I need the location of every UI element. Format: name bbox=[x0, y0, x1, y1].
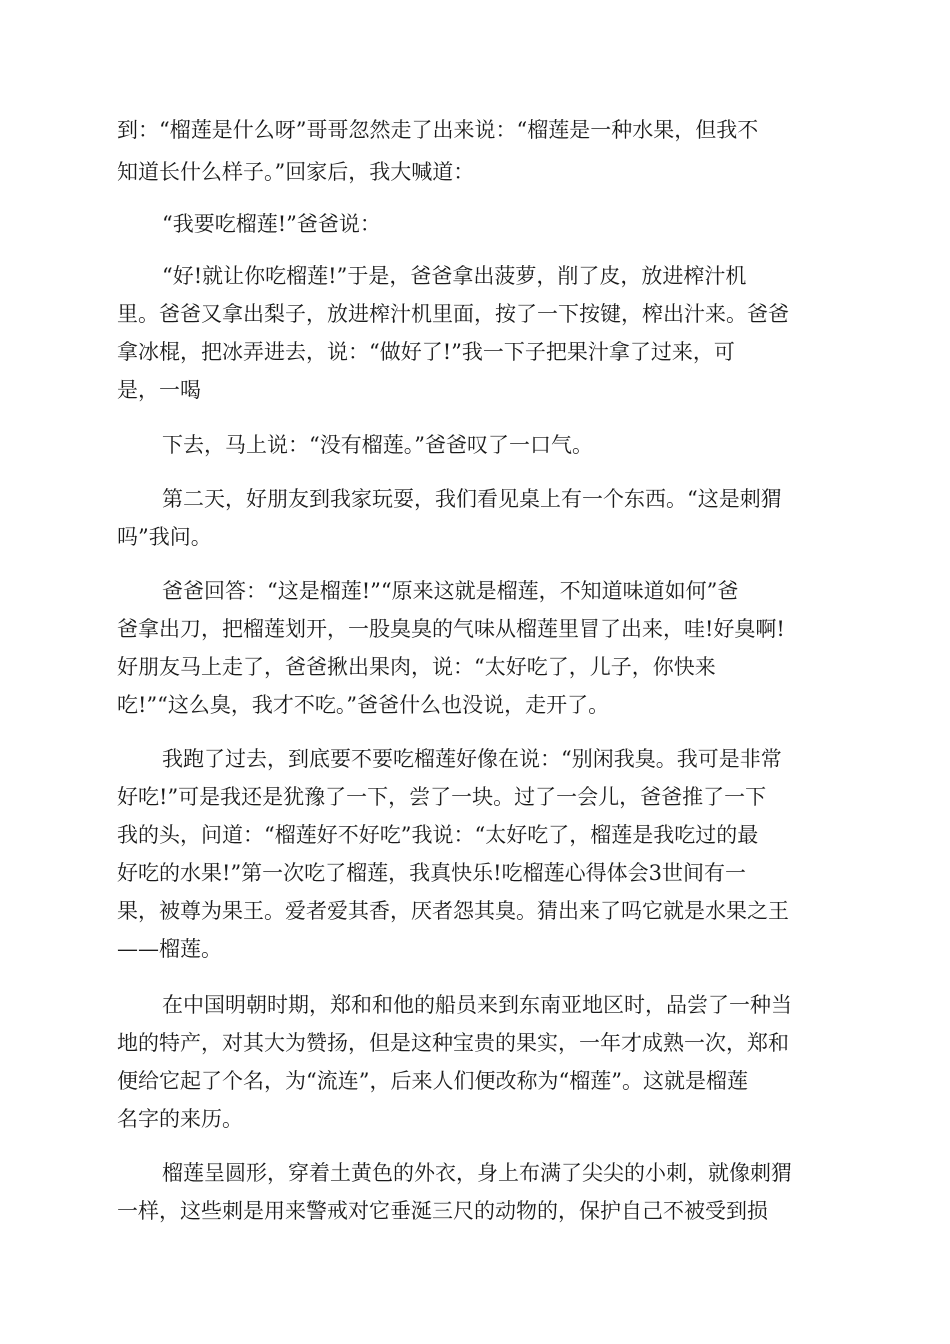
text-line: “好!就让你吃榴莲!”于是，爸爸拿出菠萝，削了皮，放进榨汁机 bbox=[162, 264, 747, 288]
text-line: 一样，这些刺是用来警戒对它垂涎三尺的动物的，保护自己不被受到损 bbox=[117, 1199, 768, 1223]
text-line: 好吃!”可是我还是犹豫了一下，尝了一块。过了一会儿，爸爸推了一下 bbox=[117, 785, 767, 809]
text-line: 吗”我问。 bbox=[117, 525, 212, 549]
text-line: 拿冰棍，把冰弄进去，说：“做好了!”我一下子把果汁拿了过来，可 bbox=[117, 340, 735, 364]
text-line: 好朋友马上走了，爸爸揪出果肉，说：“太好吃了，儿子，你快来 bbox=[117, 655, 716, 679]
text-line: 是，一喝 bbox=[117, 378, 201, 402]
text-line: 爸爸回答：“这是榴莲!”“原来这就是榴莲，不知道味道如何”爸 bbox=[162, 579, 739, 603]
text-line: 名字的来历。 bbox=[117, 1107, 243, 1131]
text-line: 下去，马上说：“没有榴莲。”爸爸叹了一口气。 bbox=[162, 433, 593, 457]
text-line: 里。爸爸又拿出梨子，放进榨汁机里面，按了一下按键，榨出汁来。爸爸 bbox=[117, 302, 789, 326]
text-line: 到：“榴莲是什么呀”哥哥忽然走了出来说：“榴莲是一种水果，但我不 bbox=[117, 118, 759, 142]
text-line: “我要吃榴莲!”爸爸说： bbox=[162, 212, 381, 236]
text-line: 果，被尊为果王。爱者爱其香，厌者怨其臭。猜出来了吗它就是水果之王 bbox=[117, 899, 789, 923]
text-line: 榴莲呈圆形，穿着土黄色的外衣，身上布满了尖尖的小刺，就像刺猬 bbox=[162, 1161, 792, 1185]
text-line: 吃!”“这么臭，我才不吃。”爸爸什么也没说，走开了。 bbox=[117, 693, 610, 717]
text-line: 第二天，好朋友到我家玩耍，我们看见桌上有一个东西。“这是刺猬 bbox=[162, 487, 782, 511]
text-line: 地的特产，对其大为赞扬，但是这种宝贵的果实，一年才成熟一次，郑和 bbox=[117, 1031, 789, 1055]
text-line: 我的头，问道：“榴莲好不好吃”我说：“太好吃了，榴莲是我吃过的最 bbox=[117, 823, 759, 847]
text-line: 便给它起了个名，为“流连”，后来人们便改称为“榴莲”。这就是榴莲 bbox=[117, 1069, 748, 1093]
text-line: 爸拿出刀，把榴莲划开，一股臭臭的气味从榴莲里冒了出来，哇!好臭啊! bbox=[117, 617, 785, 641]
text-line: ——榴莲。 bbox=[117, 937, 222, 961]
text-line: 知道长什么样子。”回家后，我大喊道： bbox=[117, 160, 475, 184]
text-line: 好吃的水果!”第一次吃了榴莲，我真快乐!吃榴莲心得体会3世间有一 bbox=[117, 861, 746, 885]
text-line: 在中国明朝时期，郑和和他的船员来到东南亚地区时，品尝了一种当 bbox=[162, 993, 792, 1017]
text-line: 我跑了过去，到底要不要吃榴莲好像在说：“别闲我臭。我可是非常 bbox=[162, 747, 782, 771]
